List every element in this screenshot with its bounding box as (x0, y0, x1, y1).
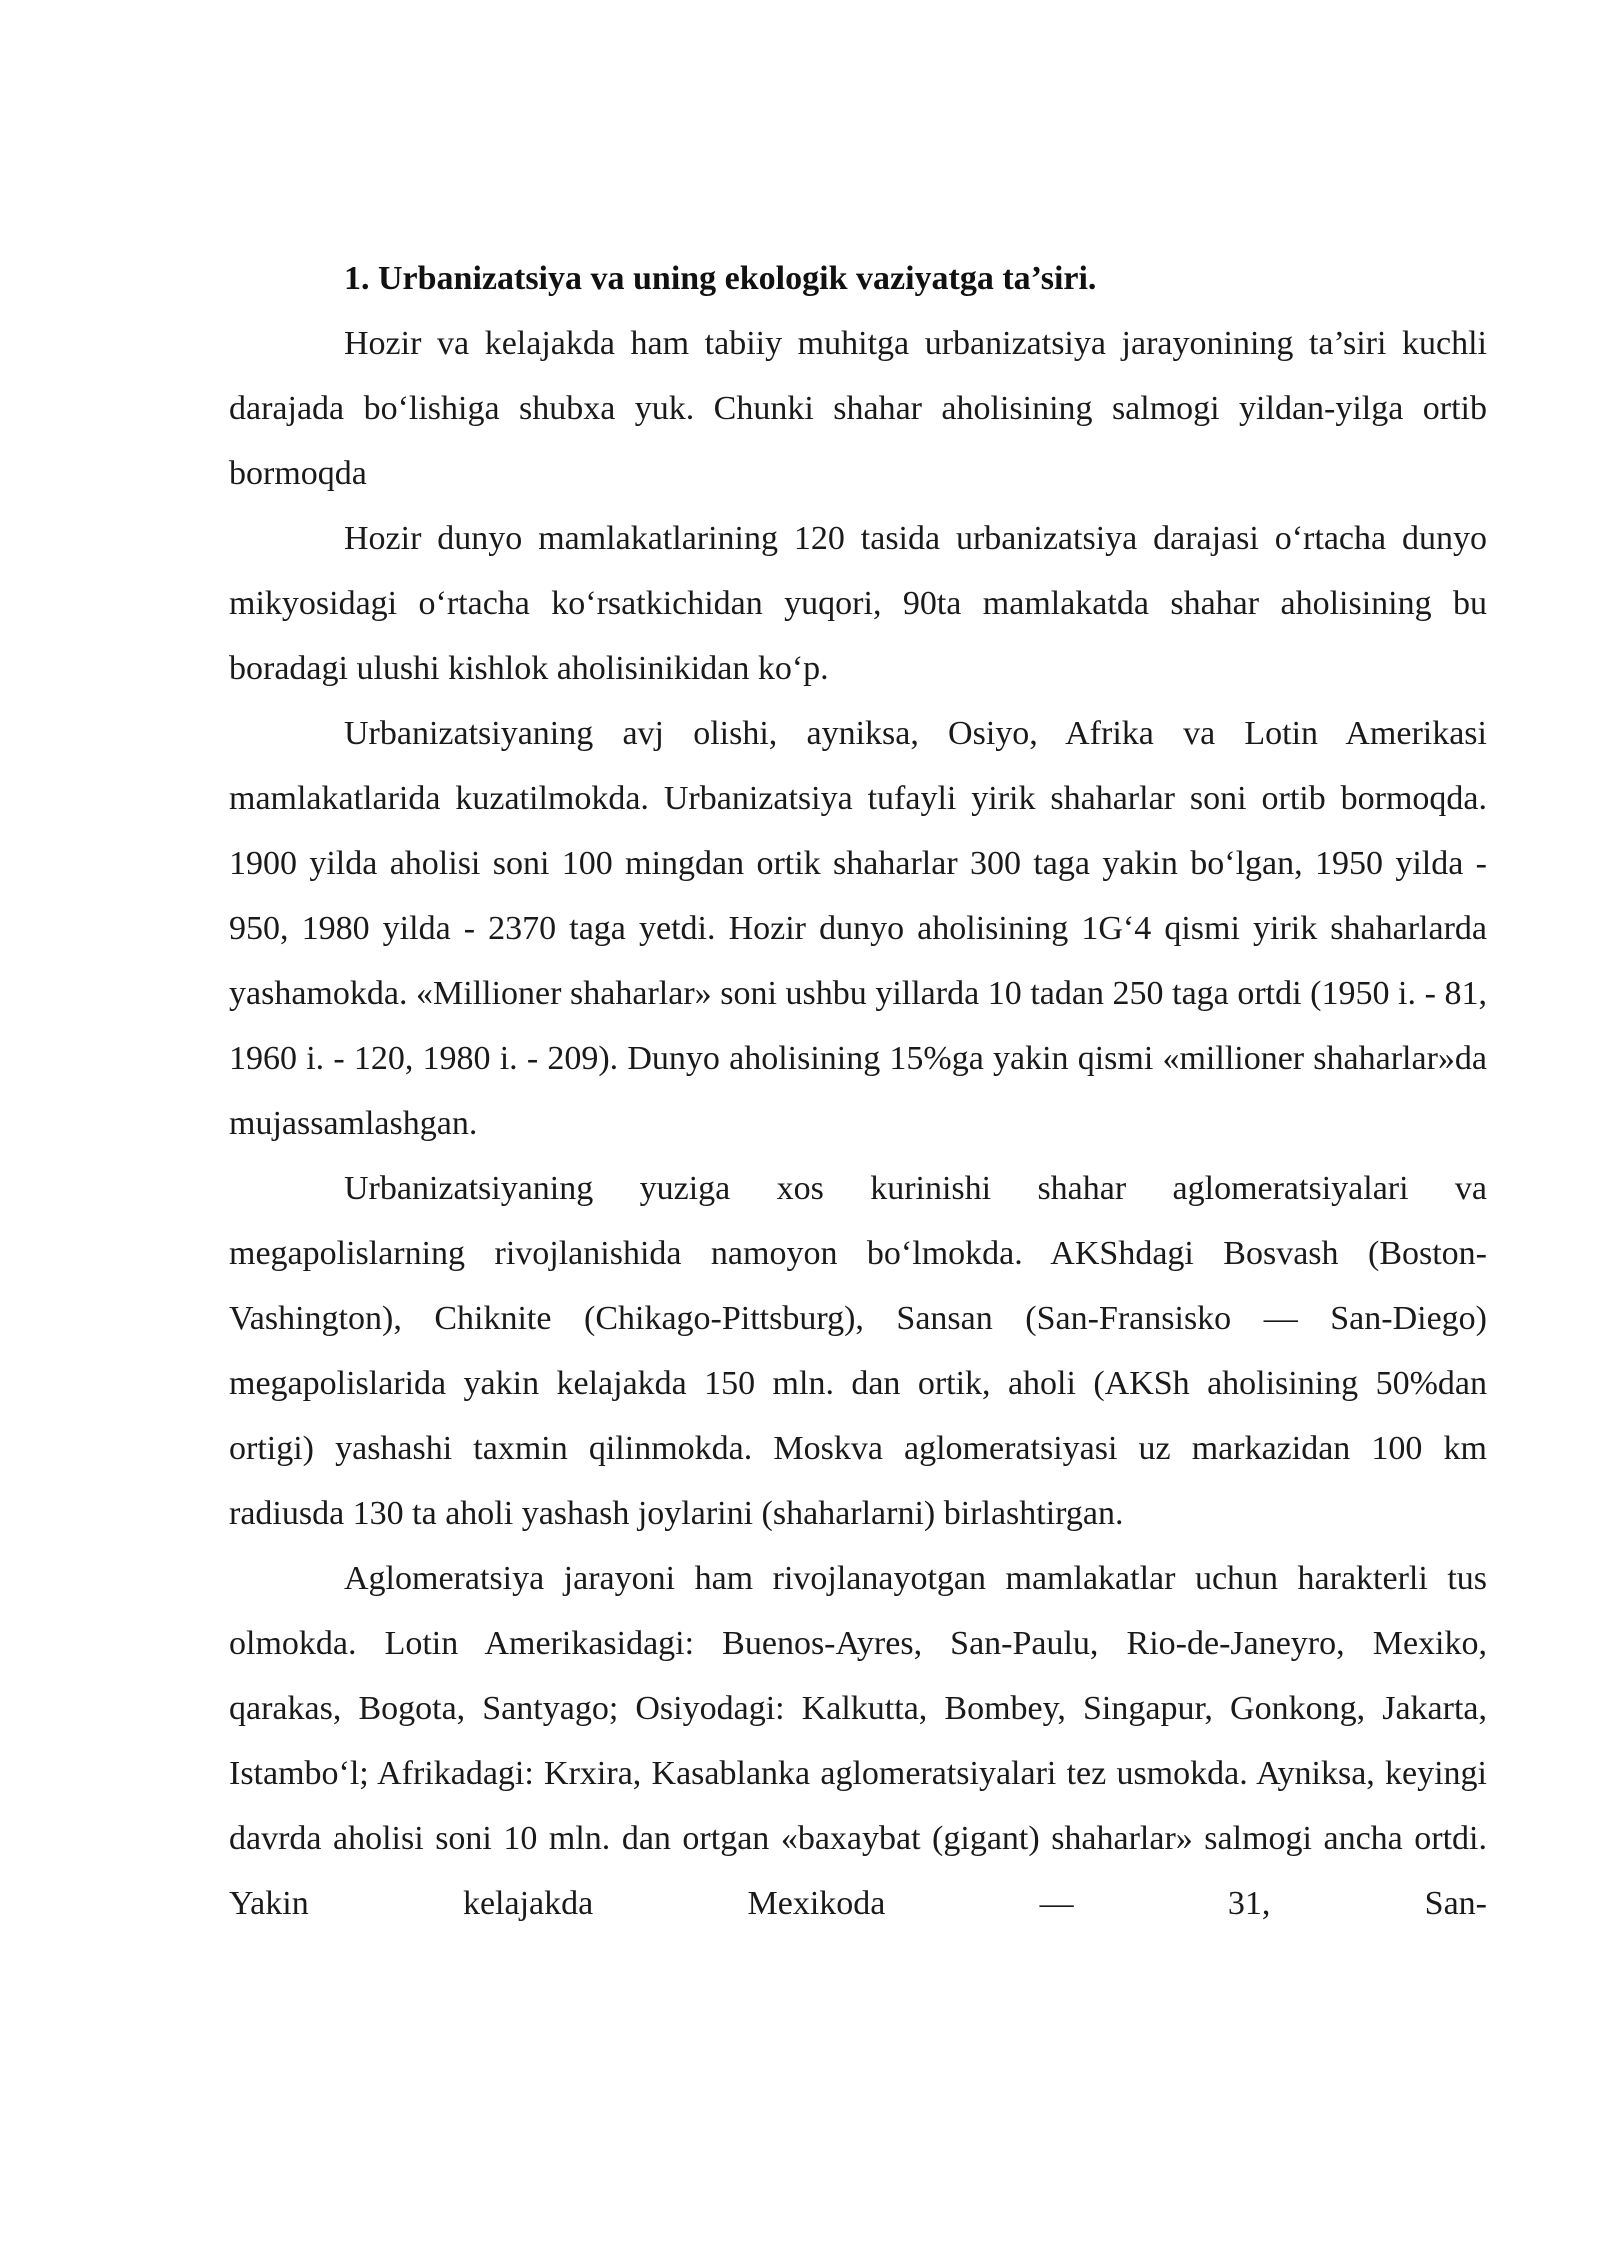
document-body (229, 246, 1487, 1936)
paragraph: Urbanizatsiyaning yuziga xos kurinishi shahar aglomeratsiyalari va megapolislarning rivojlanishida namoyon bo‘lmokda. AKShdagi Bosvash (Boston-Vashington), Chiknite (Chikago-Pittsburg), Sansan (San-Fransisko — San-Diego) megapolislarida yakin kelajakda 150 mln. dan ortik, aholi (AKSh aholisining 50%dan ortigi) yashashi taxmin qilinmokda. Moskva aglomeratsiyasi uz markazidan 100 km radiusda 130 ta aholi yashash joylarini (shaharlarni) birlashtirgan. (229, 1170, 1487, 1532)
paragraph: Urbanizatsiyaning avj olishi, ayniksa, Osiyo, Afrika va Lotin Amerikasi mamlakatlarida kuzatilmokda. Urbanizatsiya tufayli yirik shaharlar soni ortib bormoqda. 1900 yilda aholisi soni 100 mingdan ortik shaharlar 300 taga yakin bo‘lgan, 1950 yilda - 950, 1980 yilda - 2370 taga yetdi. Hozir dunyo aholisining 1G‘4 qismi yirik shaharlarda yashamokda. «Millioner shaharlar» soni ushbu yillarda 10 tadan 250 taga ortdi (1950 i. - 81, 1960 i. - 120, 1980 i. - 209). Dunyo aholisining 15%ga yakin qismi «millioner shaharlar»da mujassamlashgan. (229, 715, 1487, 1142)
paragraph: Hozir dunyo mamlakatlarining 120 tasida urbanizatsiya darajasi o‘rtacha dunyo mikyosidagi o‘rtacha ko‘rsatkichidan yuqori, 90ta mamlakatda shahar aholisining bu boradagi ulushi kishlok aholisinikidan ko‘p. (229, 520, 1487, 687)
section-heading: 1. Urbanizatsiya va uning ekologik vaziyatga ta’siri. (344, 260, 1097, 297)
paragraph: Hozir va kelajakda ham tabiiy muhitga urbanizatsiya jarayonining ta’siri kuchli darajada bo‘lishiga shubxa yuk. Chunki shahar aholisining salmogi yildan-yilga ortib bormoqda (229, 325, 1487, 492)
paragraph: Aglomeratsiya jarayoni ham rivojlanayotgan mamlakatlar uchun harakterli tus olmokda. Lotin Amerikasidagi: Buenos-Ayres, San-Paulu, Rio-de-Janeyro, Mexiko, qarakas, Bogota, Santyago; Osiyodagi: Kalkutta, Bombey, Singapur, Gonkong, Jakarta, Istambo‘l; Afrikadagi: Krxira, Kasablanka aglomeratsiyalari tez usmokda. Ayniksa, keyingi davrda aholisi soni 10 mln. dan ortgan «baxaybat (gigant) shaharlar» salmogi ancha ortdi. Yakin kelajakda Mexikoda — 31, San- (229, 1560, 1487, 1922)
